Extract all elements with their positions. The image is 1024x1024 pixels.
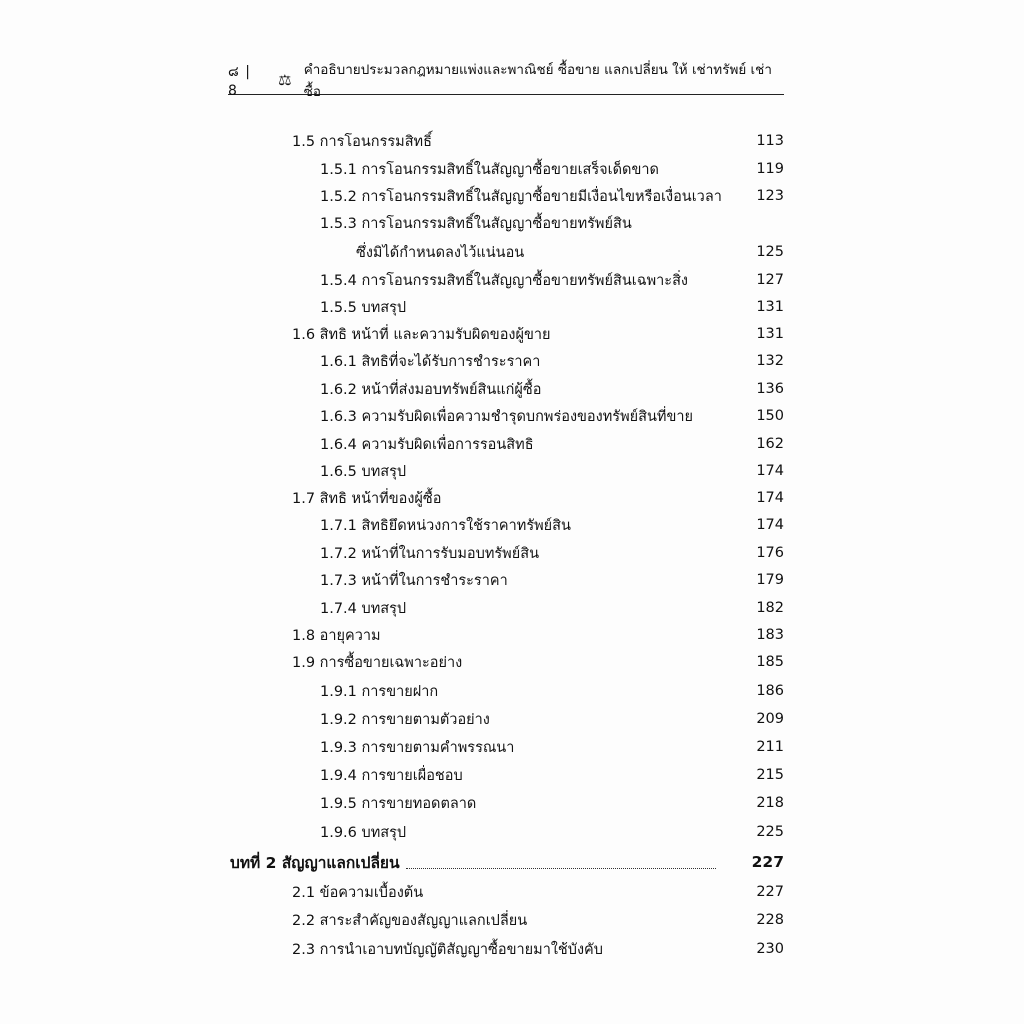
toc-entry-title: 1.8 อายุความ: [292, 627, 381, 644]
toc-entry-title: 1.9.2 การขายตามตัวอย่าง: [320, 711, 490, 728]
toc-entry-page: 230: [756, 941, 784, 957]
toc-entry-page: 174: [756, 490, 784, 506]
toc-entry: [320, 293, 784, 321]
toc-entry: [320, 347, 784, 375]
toc-entry: [320, 789, 784, 817]
toc-chapter-entry: [230, 848, 784, 876]
toc-entry-page: 123: [756, 188, 784, 204]
toc-entry-title: 1.9 การซื้อขายเฉพาะอย่าง: [292, 654, 463, 671]
toc-entry-title: 1.6.2 หน้าที่ส่งมอบทรัพย์สินแก่ผู้ซื้อ: [320, 381, 542, 398]
toc-entry-title: 1.5.5 บทสรุป: [320, 299, 407, 316]
toc-entry-page: 215: [756, 767, 784, 783]
toc-entry-title: 1.5.3 การโอนกรรมสิทธิ์ในสัญญาซื้อขายทรัพย์สิน: [320, 215, 632, 232]
toc-entry: [292, 320, 784, 348]
toc-entry-title: 2.3 การนำเอาบทบัญญัติสัญญาซื้อขายมาใช้บังคับ: [292, 941, 603, 958]
toc-entry-page: 162: [756, 436, 784, 452]
toc-entry-page: 179: [756, 572, 784, 588]
toc-entry-page: 186: [756, 683, 784, 699]
toc-entry-page: 182: [756, 600, 784, 616]
toc-entry-continuation: [356, 238, 784, 266]
toc-entry: [292, 906, 784, 934]
header-title: คำอธิบายประมวลกฎหมายแพ่งและพาณิชย์ ซื้อขาย แลกเปลี่ยน ให้ เช่าทรัพย์ เช่าซื้อ: [303, 62, 772, 100]
page-marker: ๘ | 8: [228, 64, 251, 99]
toc-entry-page: 227: [751, 853, 784, 871]
toc-entry: [320, 182, 784, 210]
toc-entry-page: 218: [756, 795, 784, 811]
toc-entry: [320, 818, 784, 846]
toc-entry-page: 183: [756, 627, 784, 643]
toc-entry-title: 1.5 การโอนกรรมสิทธิ์: [292, 133, 432, 150]
toc-entry: [292, 621, 784, 649]
toc-entry-title: 2.1 ข้อความเบื้องต้น: [292, 884, 424, 901]
toc-entry: [320, 539, 784, 567]
toc-entry: [320, 677, 784, 705]
toc-entry: [320, 733, 784, 761]
toc-entry-title: 1.9.1 การขายฝาก: [320, 683, 439, 700]
toc-entry-title: 1.9.5 การขายทอดตลาด: [320, 795, 477, 812]
toc-entry-page: 174: [756, 517, 784, 533]
toc-entry-title: 1.5.1 การโอนกรรมสิทธิ์ในสัญญาซื้อขายเสร็จเด็ดขาด: [320, 161, 659, 178]
toc-entry-title: 2.2 สาระสำคัญของสัญญาแลกเปลี่ยน: [292, 912, 528, 929]
toc-entry-title: 1.7.3 หน้าที่ในการชำระราคา: [320, 572, 508, 589]
toc-entry: [292, 484, 784, 512]
toc-entry-page: 131: [756, 299, 784, 315]
toc-entry-page: 185: [756, 654, 784, 670]
toc-entry-title: 1.6.1 สิทธิที่จะได้รับการชำระราคา: [320, 353, 541, 370]
toc-entry: [292, 935, 784, 963]
toc-entry-title: 1.9.3 การขายตามคำพรรณนา: [320, 739, 515, 756]
toc-entry-title: 1.7.2 หน้าที่ในการรับมอบทรัพย์สิน: [320, 545, 540, 562]
toc-entry-title: 1.7 สิทธิ หน้าที่ของผู้ซื้อ: [292, 490, 442, 507]
toc-entry: [320, 594, 784, 622]
scales-of-justice-icon: ⚖: [278, 71, 292, 89]
toc-entry-title: 1.6.5 บทสรุป: [320, 463, 407, 480]
toc-entry-page: 150: [756, 408, 784, 424]
toc-entry-page: 125: [756, 244, 784, 260]
toc-entry-page: 225: [756, 824, 784, 840]
toc-entry: [320, 566, 784, 594]
toc-entry: [320, 511, 784, 539]
toc-entry: [320, 375, 784, 403]
toc-entry-title: 1.5.2 การโอนกรรมสิทธิ์ในสัญญาซื้อขายมีเงื่อนไขหรือเงื่อนเวลา: [320, 188, 722, 205]
toc-entry-page: 127: [756, 272, 784, 288]
toc-entry-page: 119: [756, 161, 784, 177]
toc-entry-page: 228: [756, 912, 784, 928]
toc-entry: [292, 127, 784, 155]
toc-entry-title: 1.6.4 ความรับผิดเพื่อการรอนสิทธิ: [320, 436, 534, 453]
toc-entry-page: 209: [756, 711, 784, 727]
toc-entry-title: 1.7.4 บทสรุป: [320, 600, 407, 617]
running-header: [228, 62, 784, 100]
toc-entry: [320, 155, 784, 183]
toc-entry-title: 1.6.3 ความรับผิดเพื่อความชำรุดบกพร่องของทรัพย์สินที่ขาย: [320, 408, 693, 425]
toc-entry-title: บทที่ 2 สัญญาแลกเปลี่ยน: [230, 853, 400, 872]
toc-entry-title: 1.6 สิทธิ หน้าที่ และความรับผิดของผู้ขาย: [292, 326, 551, 343]
toc-entry-title: 1.9.4 การขายเผื่อชอบ: [320, 767, 463, 784]
toc-entry: [320, 430, 784, 458]
toc-entry: [320, 761, 784, 789]
toc-entry-title: ซึ่งมิได้กำหนดลงไว้แน่นอน: [356, 244, 525, 261]
toc-entry-page: 227: [756, 884, 784, 900]
toc-entry-title: 1.9.6 บทสรุป: [320, 824, 407, 841]
toc-entry-page: 136: [756, 381, 784, 397]
toc-entry: [320, 457, 784, 485]
toc-entry: [320, 705, 784, 733]
dot-leader: [406, 867, 716, 869]
toc-entry-page: 113: [756, 133, 784, 149]
toc-entry-title: 1.7.1 สิทธิยึดหน่วงการใช้ราคาทรัพย์สิน: [320, 517, 571, 534]
toc-entry: [320, 266, 784, 294]
toc-entry: [320, 402, 784, 430]
toc-entry-page: 174: [756, 463, 784, 479]
toc-entry-page: 176: [756, 545, 784, 561]
toc-entry-page: 211: [756, 739, 784, 755]
toc-entry: [292, 648, 784, 676]
toc-entry-page: 131: [756, 326, 784, 342]
toc-entry-page: 132: [756, 353, 784, 369]
toc-entry: [292, 878, 784, 906]
toc-entry: [320, 209, 784, 237]
toc-entry-title: 1.5.4 การโอนกรรมสิทธิ์ในสัญญาซื้อขายทรัพย์สินเฉพาะสิ่ง: [320, 272, 689, 289]
